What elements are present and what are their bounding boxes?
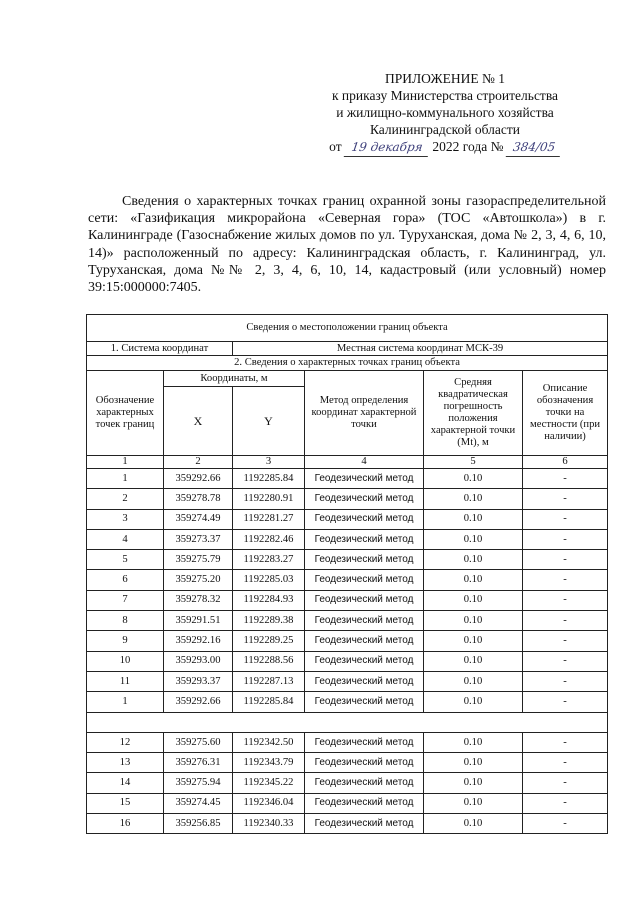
- point-number: 12: [87, 732, 164, 752]
- table-title: Сведения о местоположении границ объекта: [87, 315, 608, 342]
- coordinate-x: 359256.85: [164, 814, 233, 834]
- point-number: 16: [87, 814, 164, 834]
- description-cell: -: [523, 611, 608, 631]
- table-row: [87, 671, 608, 691]
- column-index-row: [87, 456, 608, 469]
- coordinate-y: 1192343.79: [233, 753, 305, 773]
- table-row: [87, 489, 608, 509]
- description-cell: -: [523, 753, 608, 773]
- coordinate-y: 1192345.22: [233, 773, 305, 793]
- table-row: [87, 631, 608, 651]
- method-cell: Геодезический метод: [305, 529, 424, 549]
- table-row: [87, 651, 608, 671]
- point-number: 7: [87, 590, 164, 610]
- point-number: 9: [87, 631, 164, 651]
- method-cell: Геодезический метод: [305, 692, 424, 712]
- boundary-points-table: [86, 314, 608, 834]
- point-number: 15: [87, 793, 164, 813]
- table-row: [87, 773, 608, 793]
- method-cell: Геодезический метод: [305, 631, 424, 651]
- method-cell: Геодезический метод: [305, 773, 424, 793]
- date-prefix: от: [329, 139, 342, 154]
- point-number: 14: [87, 773, 164, 793]
- error-value: 0.10: [424, 692, 523, 712]
- method-cell: Геодезический метод: [305, 509, 424, 529]
- table-row: [87, 793, 608, 813]
- group-separator: [87, 712, 608, 732]
- method-cell: Геодезический метод: [305, 570, 424, 590]
- coordinate-x: 359293.00: [164, 651, 233, 671]
- table-row: [87, 529, 608, 549]
- description-cell: -: [523, 631, 608, 651]
- error-value: 0.10: [424, 732, 523, 752]
- appendix-title: ПРИЛОЖЕНИЕ № 1: [384, 71, 506, 86]
- error-value: 0.10: [424, 469, 523, 489]
- description-cell: -: [523, 489, 608, 509]
- coordinate-x: 359275.60: [164, 732, 233, 752]
- error-value: 0.10: [424, 753, 523, 773]
- coordinate-y: 1192289.25: [233, 631, 305, 651]
- coordinate-y: 1192342.50: [233, 732, 305, 752]
- method-cell: Геодезический метод: [305, 814, 424, 834]
- error-value: 0.10: [424, 489, 523, 509]
- coordinate-system-row: [87, 342, 608, 356]
- coordinate-x: 359273.37: [164, 529, 233, 549]
- coordinate-x: 359275.94: [164, 773, 233, 793]
- header-method: Метод определения координат характерной точки: [305, 371, 424, 456]
- error-value: 0.10: [424, 550, 523, 570]
- method-cell: Геодезический метод: [305, 590, 424, 610]
- coordinate-y: 1192289.38: [233, 611, 305, 631]
- coordinate-x: 359275.20: [164, 570, 233, 590]
- error-value: 0.10: [424, 611, 523, 631]
- table-row: [87, 570, 608, 590]
- description-cell: -: [523, 550, 608, 570]
- point-number: 11: [87, 671, 164, 691]
- column-index: 4: [305, 456, 424, 469]
- table-row: [87, 509, 608, 529]
- description-cell: -: [523, 529, 608, 549]
- column-index: 1: [87, 456, 164, 469]
- table-row: [87, 732, 608, 752]
- error-value: 0.10: [424, 651, 523, 671]
- method-cell: Геодезический метод: [305, 651, 424, 671]
- coordinate-x: 359292.66: [164, 692, 233, 712]
- header-designation: Обозначение характерных точек границ: [87, 371, 164, 456]
- header-error: Средняя квадратическая погрешность положения характерной точки (Mt), м: [424, 371, 523, 456]
- coordinate-y: 1192282.46: [233, 529, 305, 549]
- coordinate-y: 1192281.27: [233, 509, 305, 529]
- method-cell: Геодезический метод: [305, 671, 424, 691]
- description-cell: -: [523, 773, 608, 793]
- description-cell: -: [523, 793, 608, 813]
- date-suffix: 2022 года №: [432, 139, 504, 154]
- coordinate-x: 359275.79: [164, 550, 233, 570]
- coordinate-y: 1192288.56: [233, 651, 305, 671]
- coordinate-y: 1192285.84: [233, 469, 305, 489]
- header-row-1: [87, 371, 608, 387]
- header-coordinates: Координаты, м: [164, 371, 305, 387]
- method-cell: Геодезический метод: [305, 469, 424, 489]
- table-row: [87, 550, 608, 570]
- error-value: 0.10: [424, 631, 523, 651]
- column-index: 6: [523, 456, 608, 469]
- coordinate-x: 359291.51: [164, 611, 233, 631]
- coordinate-y: 1192340.33: [233, 814, 305, 834]
- error-value: 0.10: [424, 793, 523, 813]
- table-row: [87, 814, 608, 834]
- description-cell: -: [523, 814, 608, 834]
- group-separator-row: [87, 712, 608, 732]
- appendix-region-line: Калининградской области: [369, 122, 521, 137]
- coordinate-y: 1192285.84: [233, 692, 305, 712]
- description-cell: -: [523, 692, 608, 712]
- description-cell: -: [523, 570, 608, 590]
- method-cell: Геодезический метод: [305, 793, 424, 813]
- description-cell: -: [523, 671, 608, 691]
- point-number: 8: [87, 611, 164, 631]
- method-cell: Геодезический метод: [305, 489, 424, 509]
- point-number: 10: [87, 651, 164, 671]
- description-cell: -: [523, 469, 608, 489]
- coordinate-y: 1192283.27: [233, 550, 305, 570]
- method-cell: Геодезический метод: [305, 732, 424, 752]
- description-cell: -: [523, 590, 608, 610]
- point-number: 1: [87, 469, 164, 489]
- error-value: 0.10: [424, 671, 523, 691]
- coordinate-x: 359293.37: [164, 671, 233, 691]
- column-index: 5: [424, 456, 523, 469]
- point-number: 13: [87, 753, 164, 773]
- header-x: X: [164, 387, 233, 456]
- coordinate-x: 359276.31: [164, 753, 233, 773]
- method-cell: Геодезический метод: [305, 550, 424, 570]
- points-section-label: 2. Сведения о характерных точках границ объекта: [87, 356, 608, 371]
- appendix-header: [300, 70, 590, 157]
- point-number: 4: [87, 529, 164, 549]
- points-section-row: [87, 356, 608, 371]
- coordinate-y: 1192285.03: [233, 570, 305, 590]
- table-row: [87, 590, 608, 610]
- coordinate-x: 359274.45: [164, 793, 233, 813]
- description-cell: -: [523, 651, 608, 671]
- error-value: 0.10: [424, 590, 523, 610]
- table-row: [87, 692, 608, 712]
- coordinate-y: 1192284.93: [233, 590, 305, 610]
- table-row: [87, 611, 608, 631]
- point-number: 2: [87, 489, 164, 509]
- point-number: 5: [87, 550, 164, 570]
- coordinate-x: 359292.16: [164, 631, 233, 651]
- coordinate-y: 1192280.91: [233, 489, 305, 509]
- point-number: 1: [87, 692, 164, 712]
- handwritten-date: 19 декабря: [344, 139, 431, 157]
- coordinate-y: 1192287.13: [233, 671, 305, 691]
- appendix-ministry-line: и жилищно-коммунального хозяйства: [336, 105, 554, 120]
- table-title-row: [87, 315, 608, 342]
- coordinate-system-value: Местная система координат МСК-39: [233, 342, 608, 356]
- table-row: [87, 469, 608, 489]
- coordinate-x: 359292.66: [164, 469, 233, 489]
- error-value: 0.10: [424, 814, 523, 834]
- appendix-date-line: [300, 138, 590, 157]
- coordinate-y: 1192346.04: [233, 793, 305, 813]
- column-index: 2: [164, 456, 233, 469]
- method-cell: Геодезический метод: [305, 611, 424, 631]
- coordinate-x: 359278.78: [164, 489, 233, 509]
- table-row: [87, 753, 608, 773]
- boundary-info-paragraph: Сведения о характерных точках границ охранной зоны газораспределительной сети: «Газификация микрорайона «Северная гора» (ТОС «Автошкола») в г. Калининграде (Газоснабжение жилых домов по ул. Туруханская, дома № 2, 3, 4, 6, 10, 14)» расположенный по адресу: Калининградская область, г. Калининград, ул. Туруханская, дома №№ 2, 3, 4, 6, 10, 14, кадастровый (или условный) номер 39:15:000000:7405.: [88, 194, 606, 296]
- column-index: 3: [233, 456, 305, 469]
- error-value: 0.10: [424, 773, 523, 793]
- description-cell: -: [523, 732, 608, 752]
- coordinate-x: 359278.32: [164, 590, 233, 610]
- appendix-order-line: к приказу Министерства строительства: [331, 88, 559, 103]
- header-y: Y: [233, 387, 305, 456]
- point-number: 3: [87, 509, 164, 529]
- error-value: 0.10: [424, 529, 523, 549]
- point-number: 6: [87, 570, 164, 590]
- description-cell: -: [523, 509, 608, 529]
- handwritten-order-number: 384/05: [506, 139, 563, 157]
- error-value: 0.10: [424, 509, 523, 529]
- coordinate-system-label: 1. Система координат: [87, 342, 233, 356]
- coordinate-x: 359274.49: [164, 509, 233, 529]
- error-value: 0.10: [424, 570, 523, 590]
- method-cell: Геодезический метод: [305, 753, 424, 773]
- header-description: Описание обозначения точки на местности (при наличии): [523, 371, 608, 456]
